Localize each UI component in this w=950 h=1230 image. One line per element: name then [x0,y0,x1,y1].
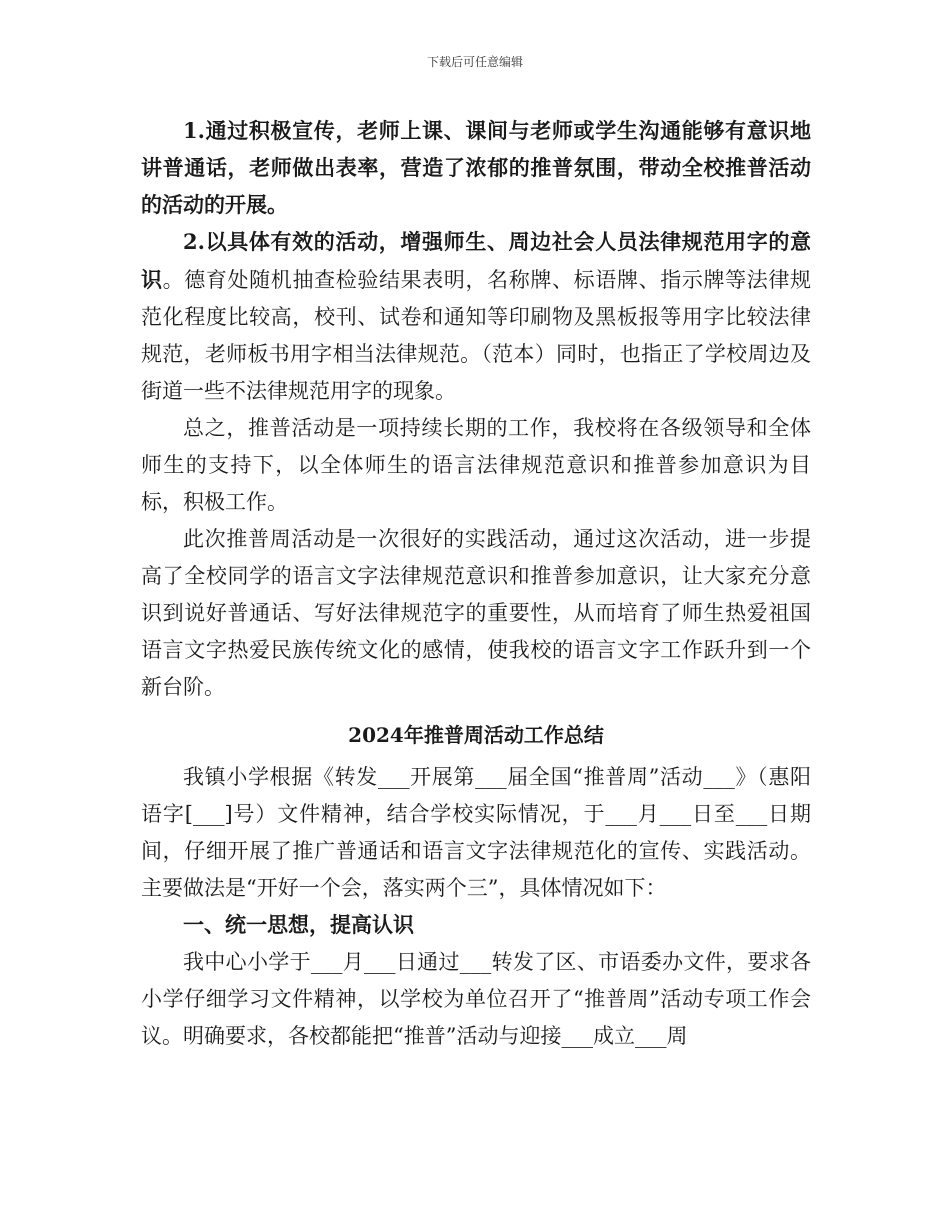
paragraph-summary: 总之，推普活动是一项持续长期的工作，我校将在各级领导和全体师生的支持下，以全体师生的语言法律规范意识和推普参加意识为目标，积极工作。 [141,416,811,514]
paragraph-closing: 此次推普周活动是一次很好的实践活动，通过这次活动，进一步提高了全校同学的语言文字法律规范意识和推普参加意识，让大家充分意识到说好普通话、写好法律规范字的重要性，从而培育了师生热爱祖国语言文字热爱民族传统文化的感情，使我校的语言文字工作跃升到一个新台阶。 [141,527,811,699]
item-2-lead: 2.以具体有效的活动，增强师生、周边社会人员法律规范用字的意识 [141,229,811,292]
document-title: 2024年推普周活动工作总结 [348,723,604,747]
item-2-body: 。德育处随机抽查检验结果表明，名称牌、标语牌、指示牌等法律规范化程度比较高，校刊、试卷和通知等印刷物及黑板报等用字比较法律规范，老师板书用字相当法律规范。（范本）同时，也指正了学校周边及街道一些不法律规范用字的现象。 [141,268,812,403]
document-body [141,112,811,1055]
paragraph-section-1: 我中心小学于___月___日通过___转发了区、市语委办文件，要求各小学仔细学习文件精神，以学校为单位召开了“推普周”活动专项工作会议。明确要求，各校都能把“推普”活动与迎接___成立___周 [141,950,811,1048]
page-header: 下载后可任意编辑 [426,55,523,69]
paragraph-item-1: 1.通过积极宣传，老师上课、课间与老师或学生沟通能够有意识地讲普通话，老师做出表率，营造了浓郁的推普氛围，带动全校推普活动的活动的开展。 [141,118,811,217]
section-heading-1: 一、统一思想，提高认识 [183,913,414,937]
paragraph-item-2 [141,223,811,410]
paragraph-intro: 我镇小学根据《转发___开展第___届全国“推普周”活动___》（惠阳语字[___]号）文件精神，结合学校实际情况，于___月___日至___日期间，仔细开展了推广普通话和语言文字法律规范化的宣传、实践活动。主要做法是“开好一个会，落实两个三”，具体情况如下： [141,765,811,900]
